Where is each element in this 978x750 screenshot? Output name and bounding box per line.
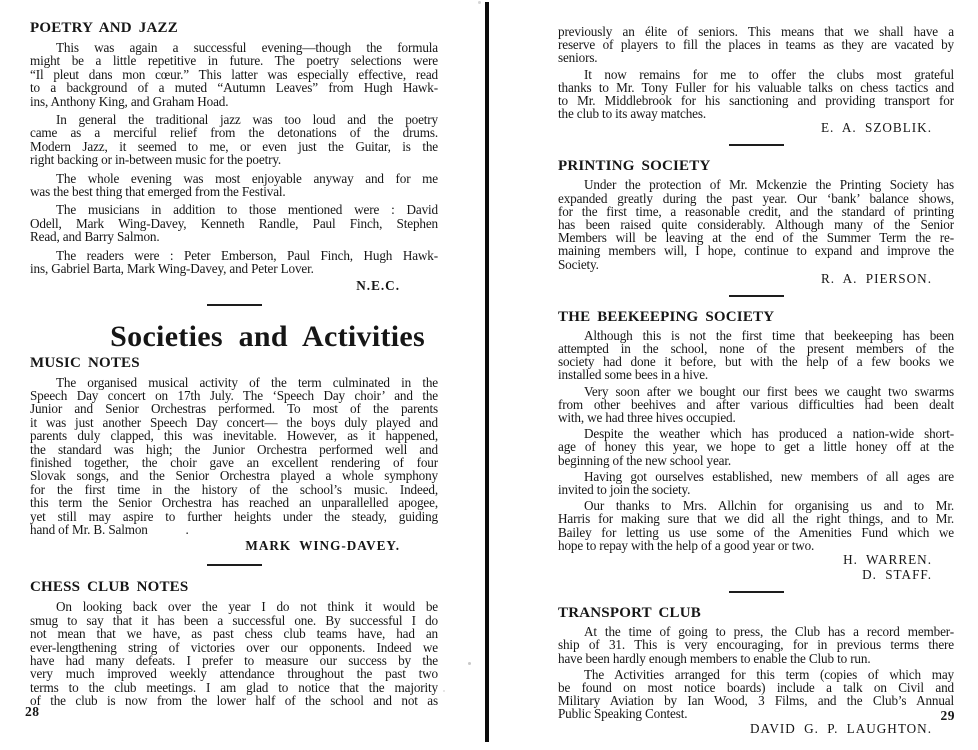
text-line: be found on most notice boards) include a talk on Civil and [558,679,954,695]
paragraph [30,113,438,167]
section-divider-rule [729,295,784,297]
paragraph [558,385,954,425]
paragraph [558,625,954,665]
section-heading: POETRY AND JAZZ [30,20,178,36]
section-divider-rule [207,304,262,306]
text-line: ever-lengthening string of victories over our opponents. Indeed we [30,639,438,655]
text-line: Read, and Barry Salmon. [30,229,160,245]
paragraph [558,329,954,382]
text-line: Public Speaking Contest. [558,706,688,722]
text-line: The organised musical activity of the term culminated in the [56,374,438,390]
text-line: came as a merciful relief from the detonations of the drums. [30,125,438,141]
text-line: Slovak songs, and the Senior Orchestra played a whole symphony [30,468,438,484]
text-line: beginning of the new school year. [558,452,732,468]
text-line: The readers were : Peter Emberson, Paul Finch, Hugh Hawk- [56,247,438,263]
text-line: expanded greatly during the past year. Our ‘bank’ balance shows, [558,190,954,206]
page-number-right: 29 [940,708,955,723]
paragraph [558,178,954,270]
paragraph [30,600,438,707]
text-line: Harris for making sure that we did all the right things, and to Mr. [558,511,954,527]
text-line: have been hardly enough members to enable the Club to run. [558,650,871,666]
text-line: Speech Day concert on 17th July. The ‘Speech Day choir’ and the [30,387,438,403]
text-line: right backing or in-between music for the poetry. [30,152,282,168]
text-line: might be a little repetitive in future. The poetry selections were [30,53,438,69]
text-line: Having got ourselves established, new members of all ages are [584,468,954,484]
paragraph [558,499,954,552]
page-number-left: 28 [25,704,40,719]
section-heading: MUSIC NOTES [30,354,140,371]
text-line: to Mr. Middlebrook for his sanctioning and providing transport for [558,93,954,109]
text-line: Although this is not the first time that beekeeping has been [584,327,954,343]
text-line: smug to say that it has been a successful one. By successful I do [30,612,438,628]
text-line: installed some bees in a hive. [558,367,709,383]
text-line: for the first time in the history of the school’s music. Indeed, [30,481,438,497]
text-line: parents duly clapped, this was inevitable. However, as it happened, [30,428,438,444]
author-signature: H. WARREN. [843,552,932,568]
author-signature: DAVID G. P. LAUGHTON. [750,720,932,736]
scan-speck [478,1,481,4]
text-line: was the best thing that emerged from the Festival. [30,184,286,200]
text-line: The musicians in addition to those mentioned were : David [56,202,438,218]
text-line: Despite the weather which has produced a nation-wide short- [584,426,954,442]
text-line: At the time of going to press, the Club has a record member- [584,624,954,640]
paragraph [558,668,954,721]
text-line: ship of 31. This is very encouraging, for in previous terms there [558,637,954,653]
text-line: thanks to Mr. Tony Fuller for his valuable talks on chess tactics and [558,79,954,95]
paragraph [30,376,438,537]
text-line: Junior and Senior Orchestras performed. To most of the parents [30,401,438,417]
text-line: with, we had three hives occupied. [558,410,736,426]
text-line: not mean that we have, as past chess club teams have, had an [30,626,438,642]
text-line: seniors. [558,50,598,66]
paragraph [30,41,438,108]
text-line: invited to join the society. [558,482,691,498]
paragraph [558,68,954,121]
text-line: Military Aviation by Ian Wood, 3 Films, and the Club’s Annual [558,693,954,709]
paragraph [30,203,438,243]
text-line: very much improved weekly attendance throughout the past two [30,666,438,682]
text-line: this term the Senior Orchestra has reached an unparallelled apogee, [30,495,438,511]
text-line: it was just another Speech Day concert— the boys duly played and [30,414,438,430]
paragraph [558,427,954,467]
right-text-column [558,22,954,736]
section-heading: CHESS CLUB NOTES [30,579,189,596]
text-line: Bailey for letting us use some of the Amenities Fund which we [558,524,954,540]
text-line: previously an élite of seniors. This means that we shall have a [558,24,954,39]
left-text-column [30,20,438,708]
section-heading: THE BEEKEEPING SOCIETY [558,308,775,325]
section-heading: PRINTING SOCIETY [558,158,711,175]
author-signature: N.E.C. [356,277,400,293]
scan-speck [468,662,471,665]
text-line: of the club is now from the lower half of the school and not as [30,693,438,708]
text-line: have had many defeats. I prefer to measure our success by the [30,653,438,668]
text-line: Under the protection of Mr. Mckenzie the Printing Society has [584,177,954,193]
text-line: society had done it before, but with the help of a few books we [558,354,954,370]
text-line: maining members will, I hope, continue to expand and improve the [558,243,954,259]
section-divider-rule [729,591,784,593]
text-line: Members will be leaving at the end of the Summer Term the re- [558,230,954,246]
text-line: Society. [558,256,599,272]
page-left [0,0,485,750]
section-divider-rule [207,564,262,566]
text-line: The Activities arranged for this term (copies of which may [584,666,954,682]
text-line: It now remains for me to offer the clubs most grateful [584,66,954,82]
text-line: hand of Mr. B. Salmon . [30,521,189,537]
text-line: to a background of a muted “Autumn Leaves” from Hugh Hawk- [30,80,438,96]
author-signature: D. STAFF. [862,567,932,583]
societies-activities-title: Societies and Activities [110,319,425,353]
text-line: This was again a successful evening—though the formula [56,40,438,55]
text-line: Modern Jazz, it seemed to me, or even just the Guitar, is the [30,138,438,154]
text-line: hope to repay with the help of a good year or two. [558,537,815,553]
text-line: the club to its away matches. [558,106,706,122]
text-line: from other beehives and after various difficulties had been dealt [558,396,954,412]
paragraph [30,172,438,199]
section-heading: TRANSPORT CLUB [558,605,701,622]
text-line: On looking back over the year I do not think it would be [56,599,438,615]
text-line: Very soon after we bought our first bees we caught two swarms [584,383,954,399]
paragraph [558,25,954,65]
paragraph [558,470,954,496]
text-line: reserve of players to fill the places in teams as they are vacated by [558,37,954,53]
text-line: age of honey this year, we hope to get a little honey off at the [558,439,954,455]
section-divider-rule [729,144,784,146]
text-line: the standard was high; the Junior Orchestra performed well and [30,441,438,457]
text-line: Our thanks to Mrs. Allchin for organising us and to Mr. [584,498,954,514]
text-line: for the first time, a reasonable credit, and the standard of printing [558,203,954,219]
scan-speck [443,690,445,692]
text-line: attempted in the school, none of the present members of the [558,341,954,357]
text-line: The whole evening was most enjoyable anyway and for me [56,170,438,186]
text-line: ins, Anthony King, and Graham Hoad. [30,93,229,109]
author-signature: MARK WING-DAVEY. [245,538,400,554]
author-signature: E. A. SZOBLIK. [820,120,932,136]
text-line: yet still may aspire to further heights under the steady, guiding [30,508,438,524]
author-signature: R. A. PIERSON. [820,270,932,286]
text-line: finished together, the choir gave an excellent rendering of four [30,454,438,470]
text-line: Odell, Mark Wing-Davey, Kenneth Randle, Paul Finch, Stephen [30,215,438,231]
text-line: terms to the club meetings. I am glad to notice that the majority [30,679,438,695]
text-line: In general the traditional jazz was too loud and the poetry [56,112,438,128]
text-line: “Il pleut dans mon cœur.” This latter was especially effective, read [30,66,438,82]
paragraph [30,249,438,276]
text-line: ins, Gabriel Barta, Mark Wing-Davey, and Peter Lover. [30,261,314,277]
text-line: has been raised quite considerably. Although many of the Senior [558,217,954,233]
page-right [489,0,978,750]
